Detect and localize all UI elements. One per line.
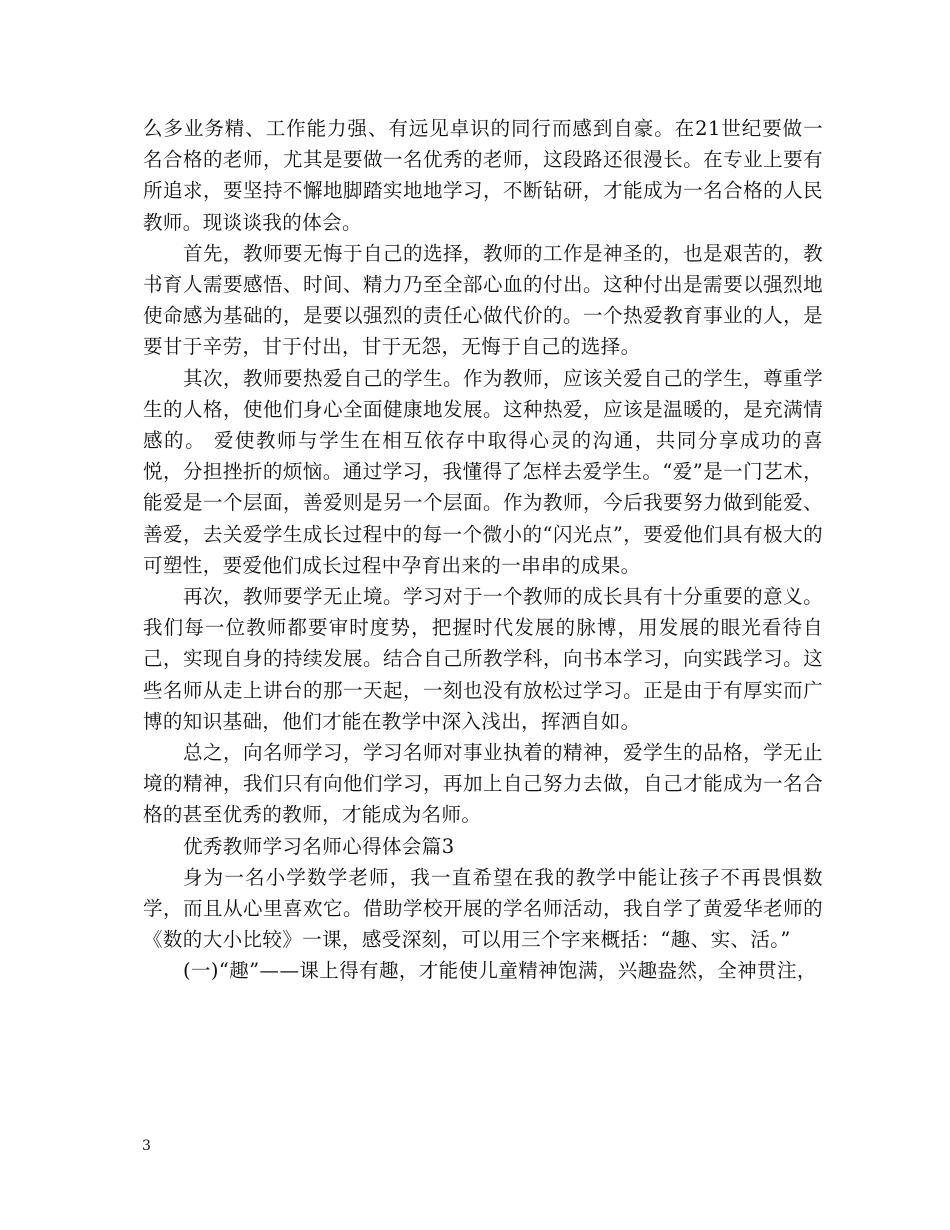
page-number: 3 [142, 1138, 151, 1154]
paragraph: 么多业务精、工作能力强、有远见卓识的同行而感到自豪。在21世纪要做一名合格的老师，尤其是要做一名优秀的老师，这段路还很漫长。在专业上要有所追求，要坚持不懈地脚踏实地地学习，不断钻研，才能成为一名合格的人民教师。现谈谈我的体会。 [143, 117, 823, 234]
paragraph: (一)“趣”——课上得有趣，才能使儿童精神饱满，兴趣盎然，全神贯注， [183, 959, 817, 983]
section-heading: 优秀教师学习名师心得体会篇3 [183, 834, 455, 858]
document-body [143, 113, 823, 987]
paragraph: 首先，教师要无悔于自己的选择，教师的工作是神圣的，也是艰苦的，教书育人需要感悟、时间、精力乃至全部心血的付出。这种付出是需要以强烈地使命感为基础的，是要以强烈的责任心做代价的。一个热爱教育事业的人，是要甘于辛劳，甘于付出，甘于无怨，无悔于自己的选择。 [143, 241, 823, 359]
paragraph: 总之，向名师学习，学习名师对事业执着的精神，爱学生的品格，学无止境的精神，我们只有向他们学习，再加上自己努力去做，自己才能成为一名合格的甚至优秀的教师，才能成为名师。 [143, 741, 823, 827]
paragraph: 再次，教师要学无止境。学习对于一个教师的成长具有十分重要的意义。我们每一位教师都要审时度势，把握时代发展的脉博，用发展的眼光看待自己，实现自身的持续发展。结合自己所教学科，向书本学习，向实践学习。这些名师从走上讲台的那一天起，一刻也没有放松过学习。正是由于有厚实而广博的知识基础，他们才能在教学中深入浅出，挥洒自如。 [143, 585, 823, 733]
paragraph: 身为一名小学数学老师，我一直希望在我的教学中能让孩子不再畏惧数学，而且从心里喜欢它。借助学校开展的学名师活动，我自学了黄爱华老师的《数的大小比较》一课，感受深刻，可以用三个字来概括：“趣、实、活。” [143, 865, 823, 952]
paragraph: 其次，教师要热爱自己的学生。作为教师，应该关爱自己的学生，尊重学生的人格，使他们身心全面健康地发展。这种热爱，应该是温暖的，是充满情感的。 爱使教师与学生在相互依存中取得心灵的沟通，共同分享成功的喜悦，分担挫折的烦恼。通过学习，我懂得了怎样去爱学生。“爱”是一门艺术，能爱是一个层面，善爱则是另一个层面。作为教师，今后我要努力做到能爱、善爱，去关爱学生成长过程中的每一个微小的“闪光点”，要爱他们具有极大的可塑性，要爱他们成长过程中孕育出来的一串串的成果。 [143, 366, 823, 577]
